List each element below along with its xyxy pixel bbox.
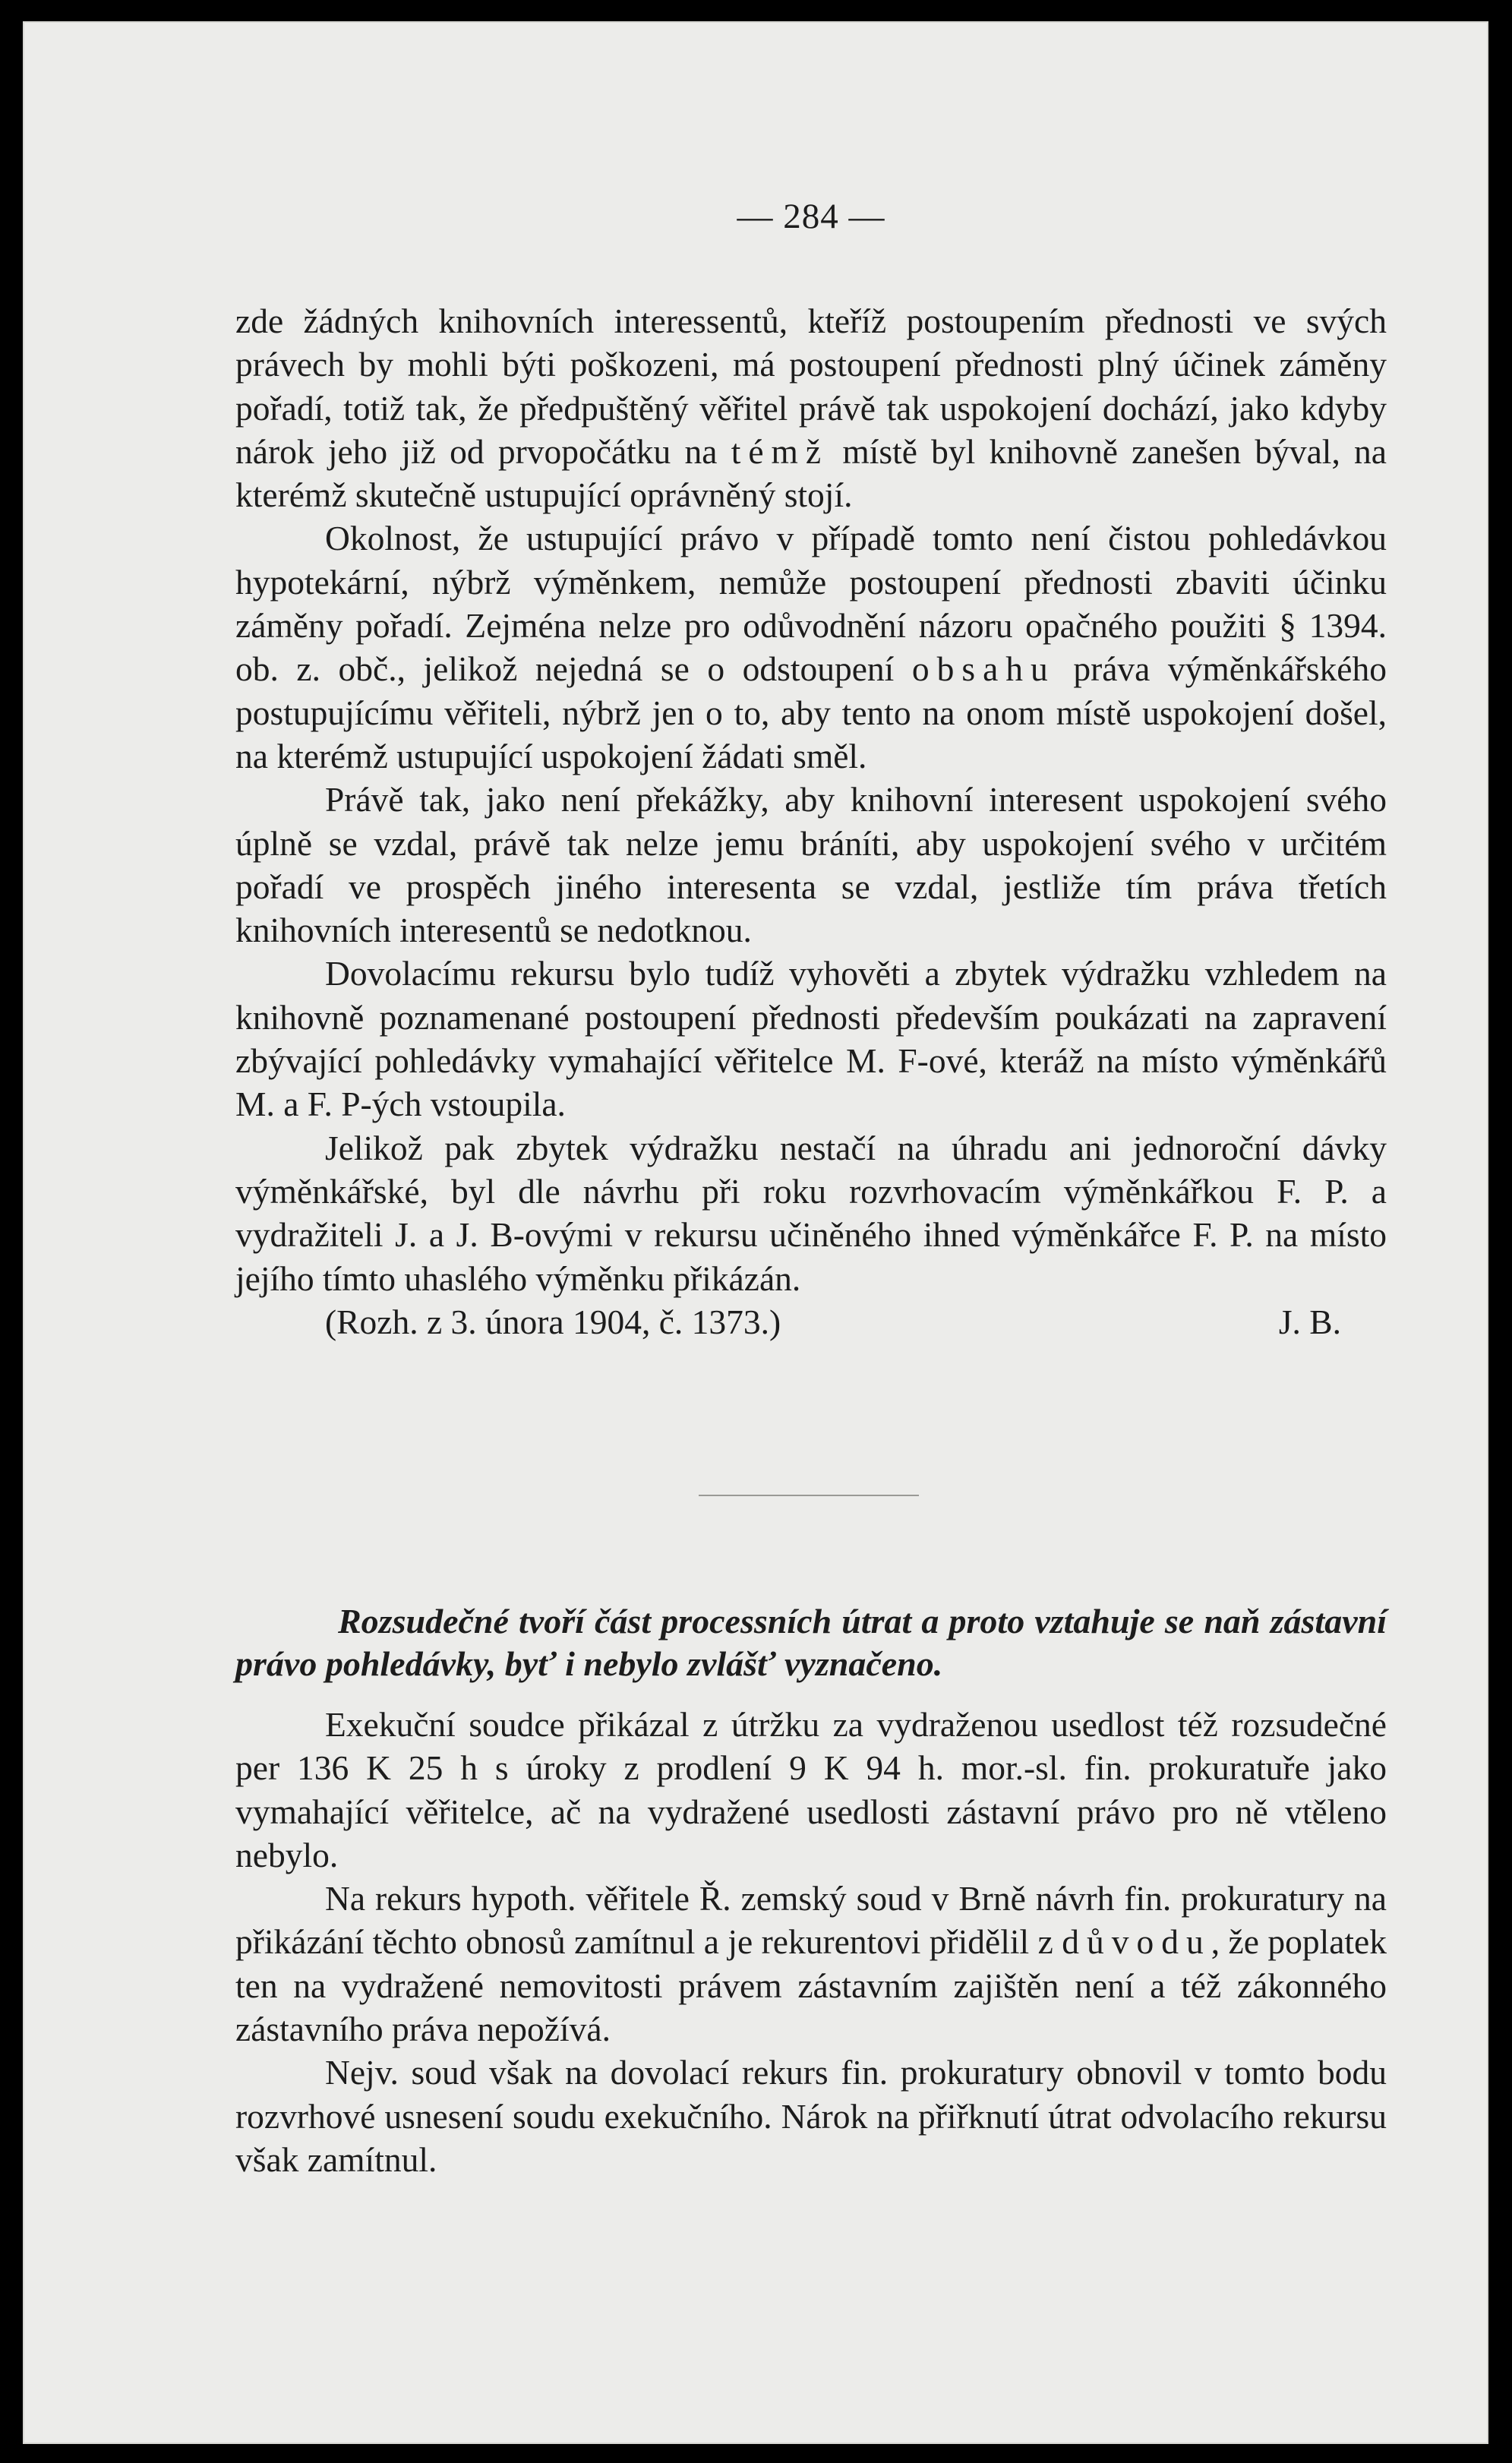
spaced-word-duvodu: důvodu <box>1062 1922 1211 1962</box>
paragraph-4: Dovolacímu rekursu bylo tudíž vyhověti a zbytek výdražku vzhledem na knihovně poznamenané postoupení přednosti především poukázati na zapravení zbývající pohledávky vymahající věřitelce M. F-ové, kteráž na místo výměnkářů M. a F. P-ých vstoupila. <box>235 954 1387 1124</box>
paragraph-1-end: místě byl knihovně zanešen býval, na kterémž skutečně ustupující oprávněný stojí. <box>235 431 1387 515</box>
paragraph-7-text: Na rekurs hypoth. věřitele Ř. zemský soud v Brně návrh fin. prokuratury na přikázání těchto obnosů zamítnul a je rekurentovi přidělil z <box>235 1879 1387 1962</box>
paragraph-2-text: Okolnost, že ustupující právo v případě tomto není čistou pohledávkou hypotekární, nýbrž výměnkem, nemůže postoupení přednosti zbaviti účinku záměny pořadí. Zejména nelze pro odůvodnění názoru opačného použiti § 1394. ob. z. obč., jelikož nejedná se o odstoupení <box>235 519 1387 689</box>
page-number: — 284 — <box>737 197 885 236</box>
judgment-text-2 <box>235 1703 1387 2181</box>
document-page <box>23 21 1488 2444</box>
paragraph-7-end: , že poplatek ten na vydražené nemovitosti právem zástavním zajištěn není a též zákonného zástavního práva nepožívá. <box>235 1922 1387 2049</box>
paragraph-1-text: zde žádných knihovních interessentů, kteříž postoupením přednosti ve svých právech by mohli býti poškozeni, má postoupení přednosti plný účinek záměny pořadí, totiž tak, že předpuštěný věřitel právě tak uspokojení dochází, jako kdyby nárok jeho již od prvopočátku na <box>235 302 1387 471</box>
paragraph-7 <box>235 1877 1387 2051</box>
spaced-word-temz: témž <box>731 431 829 471</box>
spaced-word-obsahu: obsahu <box>911 649 1056 689</box>
citation-line <box>235 1300 1387 1344</box>
heading-text: Rozsudečné tvoří část processních útrat a proto vztahuje se naň zástavní právo pohledávky, byť i nebylo zvlášť vyznačeno. <box>235 1602 1387 1683</box>
paragraph-1 <box>235 299 1387 516</box>
paragraph-8: Nejv. soud však na dovolací rekurs fin. prokuratury obnovil v tomto bodu rozvrhové usnesení soudu exekučního. Nárok na přiřknutí útrat odvolacího rekursu však zamítnul. <box>235 2053 1387 2179</box>
section-heading <box>235 1600 1387 1685</box>
paragraph-5: Jelikož pak zbytek výdražku nestačí na úhradu ani jednoroční dávky výměnkářské, byl dle návrhu při roku rozvrhovacím výměnkářkou F. P. a vydražiteli J. a J. B-ovými v rekursu učiněného ihned výměnkářce F. P. na místo jejího tímto uhaslého výměnku přikázán. <box>235 1128 1387 1298</box>
paragraph-6: Exekuční soudce přikázal z útržku za vydraženou usedlost též rozsudečné per 136 K 25 h s úroky z prodlení 9 K 94 h. mor.-sl. fin. prokuratuře jako vymahající věřitelce, ač na vydražené usedlosti zástavní právo pro ně vtěleno nebylo. <box>235 1705 1387 1874</box>
signature: J. B. <box>1278 1302 1341 1341</box>
paragraph-2 <box>235 516 1387 778</box>
citation: (Rozh. z 3. února 1904, č. 1373.) <box>325 1302 781 1341</box>
section-divider <box>699 1495 919 1496</box>
judgment-text <box>235 299 1387 1344</box>
paragraph-2-end: práva výměnkářského postupujícímu věřiteli, nýbrž jen o to, aby tento na onom místě uspokojení došel, na kterémž ustupující uspokojení žádati směl. <box>235 649 1387 775</box>
paragraph-3: Právě tak, jako není překážky, aby knihovní interesent uspokojení svého úplně se vzdal, právě tak nelze jemu bráníti, aby uspokojení svého v určitém pořadí ve prospěch jiného interesenta se vzdal, jestliže tím práva třetích knihovních interesentů se nedotknou. <box>235 780 1387 950</box>
